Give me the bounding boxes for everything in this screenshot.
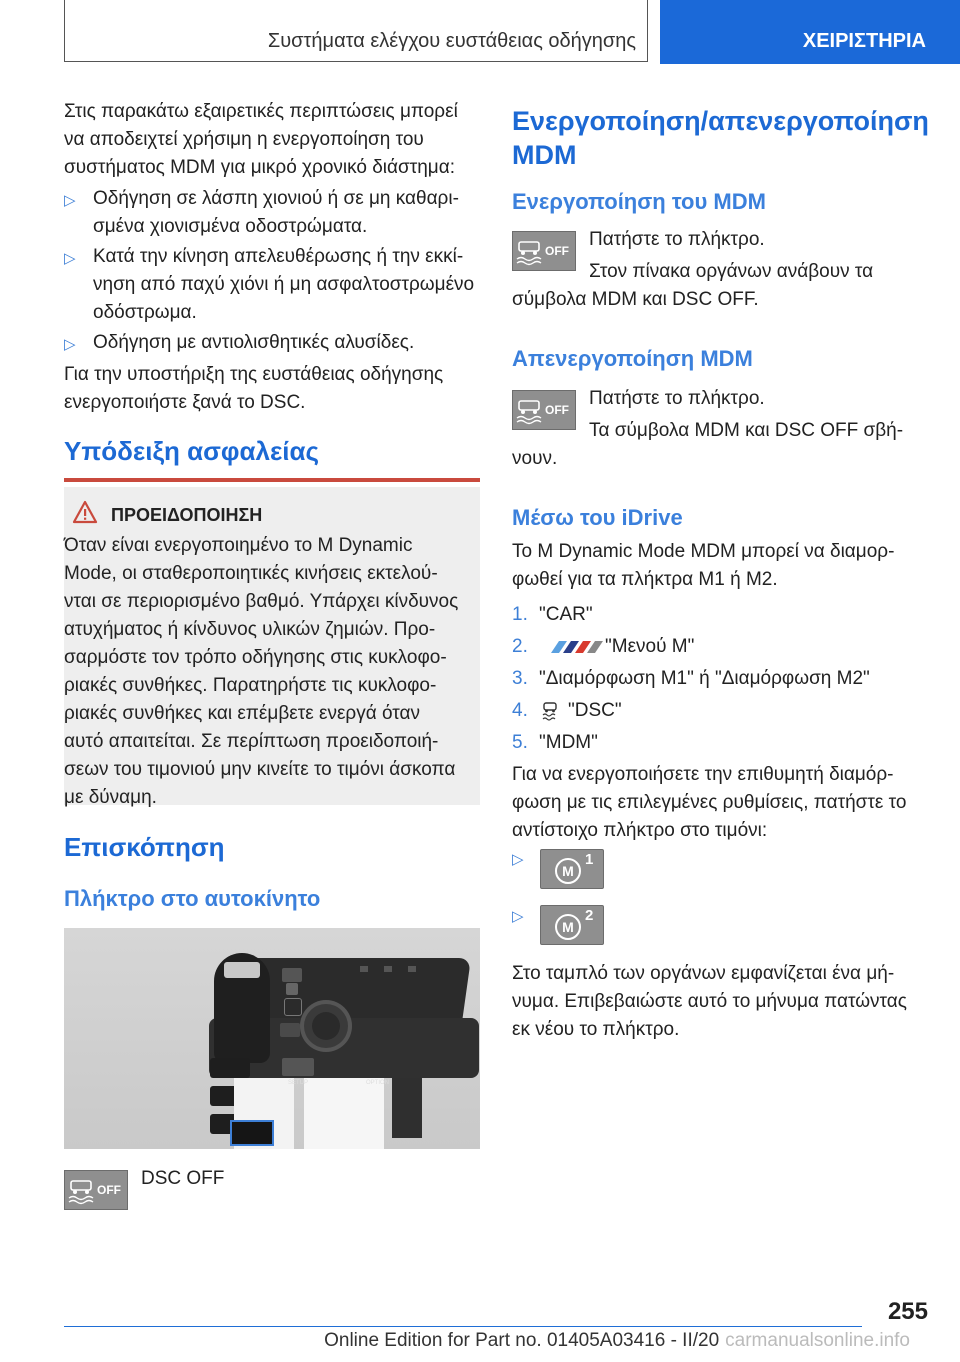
bullet-item: ▷ Οδήγηση σε λάσπη χιονιού ή σε μη καθαρι- σμένα χιονισμένα οδοστρώματα. bbox=[64, 188, 459, 237]
support-paragraph: Για την υποστήριξη της ευστάθειας οδήγησης ενεργοποιήστε ξανά το DSC. bbox=[64, 364, 444, 413]
step-item: 2. "Μενού M" bbox=[512, 636, 695, 657]
photo-label-option: OPTION bbox=[366, 1080, 390, 1086]
warning-triangle-icon bbox=[72, 500, 98, 524]
deactivate-text: Πατήστε το πλήκτρο. Τα σύμβολα MDM και DSC OFF σβή- bbox=[589, 388, 904, 441]
warning-title: ΠΡΟΕΙΔΟΠΟΙΗΣΗ bbox=[111, 505, 263, 525]
section-tab[interactable]: ΧΕΙΡΙΣΤΗΡΙΑ bbox=[660, 0, 960, 64]
bullet-item: ▷ Κατά την κίνηση απελευθέρωσης ή την εκκί- νηση από παχύ χιόνι ή μη ασφαλτοστρωμένο οδόστρωμα. bbox=[64, 246, 475, 323]
bullet-triangle-icon: ▷ bbox=[512, 851, 524, 868]
dsc-car-icon bbox=[541, 701, 559, 721]
overview-heading: Επισκόπηση bbox=[64, 832, 225, 862]
bullet-triangle-icon: ▷ bbox=[64, 192, 76, 209]
mdm-button-icon: OFF bbox=[512, 231, 576, 271]
bullet-triangle-icon: ▷ bbox=[64, 336, 76, 353]
m2-button-icon: M 2 bbox=[540, 905, 604, 945]
warning-bar bbox=[64, 478, 480, 482]
m-menu-icon bbox=[549, 639, 607, 655]
activate-text-cont: σύμβολα MDM και DSC OFF. bbox=[512, 289, 759, 310]
final-paragraph: Στο ταμπλό των οργάνων εμφανίζεται ένα μή- νυμα. Επιβεβαιώστε αυτό το μήνυμα πατώντας εκ νέου το πλήκτρο. bbox=[512, 963, 907, 1040]
activate-text: Πατήστε το πλήκτρο. Στον πίνακα οργάνων ανάβουν τα bbox=[589, 229, 874, 282]
mdm-button-icon: OFF bbox=[512, 390, 576, 430]
step-item: 4. "DSC" bbox=[512, 700, 622, 721]
m1-button-icon: M 1 bbox=[540, 849, 604, 889]
idrive-heading: Μέσω του iDrive bbox=[512, 505, 683, 530]
center-console-photo bbox=[64, 928, 480, 1149]
activate-mdm-heading: Ενεργοποίηση του MDM bbox=[512, 189, 766, 214]
watermark: carmanualsonline.info bbox=[725, 1330, 910, 1351]
safety-heading: Υπόδειξη ασφαλείας bbox=[64, 436, 320, 466]
photo-label-setup: SETUP bbox=[288, 1080, 309, 1086]
button-in-car-heading: Πλήκτρο στο αυτοκίνητο bbox=[64, 886, 321, 911]
step-item: 5. "MDM" bbox=[512, 732, 598, 753]
deactivate-text-cont: νουν. bbox=[512, 448, 558, 469]
step-item: 1. "CAR" bbox=[512, 604, 593, 625]
main-heading: Ενεργοποίηση/απενεργοποίηση MDM bbox=[512, 106, 929, 170]
deactivate-mdm-heading: Απενεργοποίηση MDM bbox=[512, 346, 753, 371]
intro-paragraph: Στις παρακάτω εξαιρετικές περιπτώσεις μπορεί να αποδειχτεί χρήσιμη η ενεργοποίηση του συστήματος MDM για μικρό χρονικό διάστημα: bbox=[64, 101, 458, 178]
idrive-paragraph: Το M Dynamic Mode MDM μπορεί να διαμορ- φωθεί για τα πλήκτρα M1 ή M2. bbox=[512, 541, 895, 590]
bullet-triangle-icon: ▷ bbox=[512, 908, 524, 925]
warning-text: Όταν είναι ενεργοποιημένο το M Dynamic Mode, οι σταθεροποιητικές κινήσεις εκτελού- νται σε περιορισμένο βαθμό. Υπάρχει κίνδυνος ατυχήματος ή κίνδυνος υλικών ζημιών. Προ- σαρμόστε τον τρόπο οδήγησης στις κυκλοφο- ριακές συνθήκες. Παρατηρήστε τις κυκλοφο- ριακές συνθήκες και επέμβετε ενεργά όταν αυτό απαιτείται. Σε περίπτωση προειδοποιή- σεων του τιμονιού μην κινείτε το τιμόνι άσκοπα με δύναμη. bbox=[64, 535, 459, 808]
bullet-triangle-icon: ▷ bbox=[64, 250, 76, 267]
step-item: 3. "Διαμόρφωση M1" ή "Διαμόρφωση M2" bbox=[512, 668, 870, 689]
footer-edition: Online Edition for Part no. 01405A03416 - II/20 carmanualsonline.info bbox=[324, 1330, 910, 1351]
after-steps-paragraph: Για να ενεργοποιήσετε την επιθυμητή διαμόρ- φωση με τις επιλεγμένες ρυθμίσεις, πατήστε το αντίστοιχο πλήκτρο στο τιμόνι: bbox=[512, 764, 907, 841]
dsc-off-label: DSC OFF bbox=[141, 1168, 225, 1189]
chapter-title: Συστήματα ελέγχου ευστάθειας οδήγησης bbox=[267, 30, 636, 52]
page-number: 255 bbox=[887, 1298, 928, 1325]
dsc-off-button-icon: OFF bbox=[64, 1170, 128, 1210]
bullet-item: ▷ Οδήγηση με αντιολισθητικές αλυσίδες. bbox=[64, 329, 484, 357]
footer-divider bbox=[64, 1326, 862, 1327]
